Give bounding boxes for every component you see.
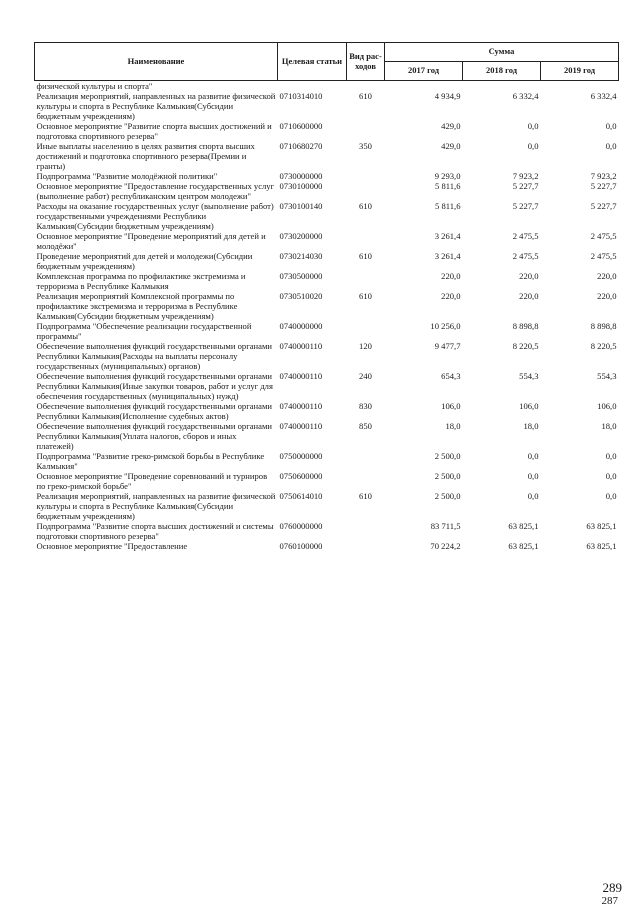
- row-value-2017: 9 293,0: [434, 171, 461, 181]
- row-kind: [347, 521, 385, 541]
- header-sum: Сумма: [385, 43, 619, 62]
- row-name: Обеспечение выполнения функций государственными органами Республики Калмыкия(Иные закупки товаров, работ и услуг для обеспечения государственных (муниципальных) нужд): [36, 371, 273, 401]
- row-value-2017: 2 500,0: [434, 451, 461, 461]
- table-row: [35, 91, 619, 121]
- row-code: 0740000110: [279, 371, 323, 381]
- header-year-2018: 2018 год: [463, 62, 541, 81]
- row-code: 0760100000: [279, 541, 323, 551]
- row-kind: 610: [359, 91, 372, 101]
- row-kind: [347, 81, 385, 92]
- row-code: 0710600000: [279, 121, 323, 131]
- row-kind: 830: [359, 401, 372, 411]
- row-value-2018: 106,0: [519, 401, 539, 411]
- row-code: 0730200000: [279, 231, 323, 241]
- row-value-2017: 3 261,4: [434, 251, 461, 261]
- row-value-2017: 5 811,6: [435, 181, 461, 191]
- table-row: [35, 171, 619, 181]
- row-name: Реализация мероприятий Комплексной программы по профилактике экстремизма и терроризма в Республике Калмыкия(Субсидии бюджетным учреждениям): [36, 291, 238, 321]
- row-value-2017: 10 256,0: [430, 321, 461, 331]
- row-value-2018: 8 898,8: [512, 321, 539, 331]
- row-value-2018: 0,0: [527, 491, 539, 501]
- row-value-2019: [541, 81, 619, 92]
- table-row: [35, 201, 619, 231]
- row-value-2017: 3 261,4: [434, 231, 461, 241]
- row-value-2019: 8 898,8: [590, 321, 617, 331]
- row-name: Подпрограмма "Развитие молодёжной политики": [36, 171, 218, 181]
- header-year-2017: 2017 год: [385, 62, 463, 81]
- row-kind: 120: [359, 341, 372, 351]
- row-value-2019: 106,0: [597, 401, 617, 411]
- header-kind: Вид рас-ходов: [347, 43, 385, 81]
- row-name: Проведение мероприятий для детей и молодежи(Субсидии бюджетным учреждениям): [36, 251, 253, 271]
- row-name: Обеспечение выполнения функций государственными органами Республики Калмыкия(Исполнение судебных актов): [36, 401, 272, 421]
- row-code: 0730100140: [279, 201, 323, 211]
- row-value-2018: 0,0: [527, 121, 539, 131]
- row-name: Основное мероприятие "Развитие спорта высших достижений и подготовка спортивного резерва": [36, 121, 272, 141]
- row-code: 0750614010: [279, 491, 323, 501]
- row-kind: 350: [359, 141, 372, 151]
- row-value-2017: 70 224,2: [430, 541, 461, 551]
- row-value-2019: 2 475,5: [590, 231, 617, 241]
- row-value-2019: 7 923,2: [590, 171, 617, 181]
- row-value-2017: 5 811,6: [435, 201, 461, 211]
- row-name: Основное мероприятие "Предоставление государственных услуг (выполнение работ) республиканским центром молодежи": [36, 181, 275, 201]
- row-name: Подпрограмма "Развитие спорта высших достижений и системы подготовки спортивного резерва": [36, 521, 274, 541]
- row-kind: 610: [359, 291, 372, 301]
- row-value-2019: 8 220,5: [590, 341, 617, 351]
- row-value-2017: 83 711,5: [430, 521, 461, 531]
- row-value-2018: 0,0: [527, 451, 539, 461]
- row-code: 0710314010: [279, 91, 323, 101]
- row-value-2019: 63 825,1: [586, 521, 617, 531]
- table-row: [35, 451, 619, 471]
- row-value-2018: 5 227,7: [512, 201, 539, 211]
- row-code: 0740000000: [279, 321, 323, 331]
- budget-table: [34, 42, 619, 551]
- row-name: Подпрограмма "Развитие греко-римской борьбы в Республике Калмыкия": [36, 451, 265, 471]
- row-name: Обеспечение выполнения функций государственными органами Республики Калмыкия(Расходы на выплаты персоналу государственных (муниципальных) органов): [36, 341, 272, 371]
- row-value-2018: 0,0: [527, 471, 539, 481]
- row-value-2017: 9 477,7: [434, 341, 461, 351]
- row-kind: 850: [359, 421, 372, 431]
- row-value-2017: 429,0: [441, 141, 461, 151]
- row-code: [278, 81, 347, 92]
- row-name: Иные выплаты населению в целях развития спорта высших достижений и подготовка спортивного резерва(Премии и гранты): [36, 141, 255, 171]
- table-row: [35, 291, 619, 321]
- table-body: [35, 81, 619, 552]
- row-code: 0730000000: [279, 171, 323, 181]
- row-value-2017: 220,0: [441, 271, 461, 281]
- row-value-2017: 2 500,0: [434, 491, 461, 501]
- row-code: 0760000000: [279, 521, 323, 531]
- row-value-2018: 2 475,5: [512, 231, 539, 241]
- row-value-2018: 2 475,5: [512, 251, 539, 261]
- row-value-2018: 63 825,1: [508, 521, 539, 531]
- row-name: Основное мероприятие "Предоставление: [36, 541, 188, 551]
- row-kind: [347, 121, 385, 141]
- row-value-2018: 5 227,7: [512, 181, 539, 191]
- row-kind: [347, 271, 385, 291]
- row-value-2017: 4 934,9: [434, 91, 461, 101]
- row-value-2018: 554,3: [519, 371, 539, 381]
- row-code: 0750600000: [279, 471, 323, 481]
- row-value-2019: 0,0: [605, 141, 617, 151]
- row-code: 0710680270: [279, 141, 323, 151]
- table-row: [35, 401, 619, 421]
- header-name: Наименование: [35, 43, 278, 81]
- row-value-2017: 429,0: [441, 121, 461, 131]
- row-kind: 610: [359, 251, 372, 261]
- row-value-2018: 220,0: [519, 271, 539, 281]
- row-value-2017: 220,0: [441, 291, 461, 301]
- table-row: [35, 421, 619, 451]
- row-name: Комплексная программа по профилактике экстремизма и терроризма в Республике Калмыкия: [36, 271, 246, 291]
- row-value-2017: 18,0: [445, 421, 461, 431]
- row-name: Подпрограмма "Обеспечение реализации государственной программы": [36, 321, 252, 341]
- table-row: [35, 321, 619, 341]
- page-number: 289: [602, 880, 622, 895]
- row-value-2019: 63 825,1: [586, 541, 617, 551]
- row-name: Основное мероприятие "Проведение соревнований и турниров по греко-римской борьбе": [36, 471, 268, 491]
- row-value-2019: 6 332,4: [590, 91, 617, 101]
- row-value-2019: 18,0: [601, 421, 617, 431]
- row-name: Расходы на оказание государственных услуг (выполнение работ) государственными учреждениями Республики Калмыкия(Субсидии бюджетным учреждениям): [36, 201, 274, 231]
- row-value-2018: 0,0: [527, 141, 539, 151]
- row-value-2018: 6 332,4: [512, 91, 539, 101]
- table-row: [35, 371, 619, 401]
- row-value-2019: 0,0: [605, 471, 617, 481]
- row-kind: [347, 451, 385, 471]
- table-row: [35, 181, 619, 201]
- row-value-2019: 5 227,7: [590, 181, 617, 191]
- row-code: 0730214030: [279, 251, 323, 261]
- table-row: [35, 491, 619, 521]
- row-code: 0740000110: [279, 421, 323, 431]
- row-value-2019: 0,0: [605, 451, 617, 461]
- row-value-2018: 18,0: [523, 421, 539, 431]
- row-value-2019: 2 475,5: [590, 251, 617, 261]
- row-value-2018: 7 923,2: [512, 171, 539, 181]
- row-value-2017: 2 500,0: [434, 471, 461, 481]
- row-value-2019: 220,0: [597, 291, 617, 301]
- row-name: Обеспечение выполнения функций государственными органами Республики Калмыкия(Уплата налогов, сборов и иных платежей): [36, 421, 272, 451]
- row-kind: [347, 471, 385, 491]
- row-value-2017: 106,0: [441, 401, 461, 411]
- row-kind: [347, 231, 385, 251]
- row-code: 0730500000: [279, 271, 323, 281]
- row-value-2018: 8 220,5: [512, 341, 539, 351]
- table-row: [35, 471, 619, 491]
- table-header: [35, 43, 619, 81]
- row-code: 0730510020: [279, 291, 323, 301]
- row-value-2019: 0,0: [605, 491, 617, 501]
- row-name: физической культуры и спорта": [36, 81, 153, 91]
- row-name: Реализация мероприятий, направленных на развитие физической культуры и спорта в Республике Калмыкия(Субсидии бюджетным учреждениям): [36, 91, 276, 121]
- table-row: [35, 251, 619, 271]
- row-kind: 610: [359, 491, 372, 501]
- table-row: [35, 271, 619, 291]
- table-row: [35, 121, 619, 141]
- header-code: Целевая статьи: [278, 43, 347, 81]
- row-value-2018: 63 825,1: [508, 541, 539, 551]
- row-kind: [347, 321, 385, 341]
- row-kind: [347, 171, 385, 181]
- row-kind: 240: [359, 371, 372, 381]
- row-value-2018: 220,0: [519, 291, 539, 301]
- row-value-2019: 220,0: [597, 271, 617, 281]
- row-code: 0730100000: [279, 181, 323, 191]
- row-name: Реализация мероприятий, направленных на развитие физической культуры и спорта в Республике Калмыкия(Субсидии бюджетным учреждениям): [36, 491, 276, 521]
- row-value-2018: [463, 81, 541, 92]
- row-kind: [347, 181, 385, 201]
- row-value-2019: 5 227,7: [590, 201, 617, 211]
- row-code: 0740000110: [279, 401, 323, 411]
- row-code: 0750000000: [279, 451, 323, 461]
- table-row: [35, 81, 619, 92]
- row-name: Основное мероприятие "Проведение мероприятий для детей и молодёжи": [36, 231, 266, 251]
- row-code: 0740000110: [279, 341, 323, 351]
- header-year-2019: 2019 год: [541, 62, 619, 81]
- row-kind: 610: [359, 201, 372, 211]
- row-kind: [347, 541, 385, 551]
- row-value-2017: 654,3: [441, 371, 461, 381]
- row-value-2019: 554,3: [597, 371, 617, 381]
- table-row: [35, 521, 619, 541]
- row-value-2017: [385, 81, 463, 92]
- page-number-old: 287: [601, 895, 618, 905]
- table-row: [35, 341, 619, 371]
- table-row: [35, 141, 619, 171]
- table-row: [35, 541, 619, 551]
- row-value-2019: 0,0: [605, 121, 617, 131]
- table-row: [35, 231, 619, 251]
